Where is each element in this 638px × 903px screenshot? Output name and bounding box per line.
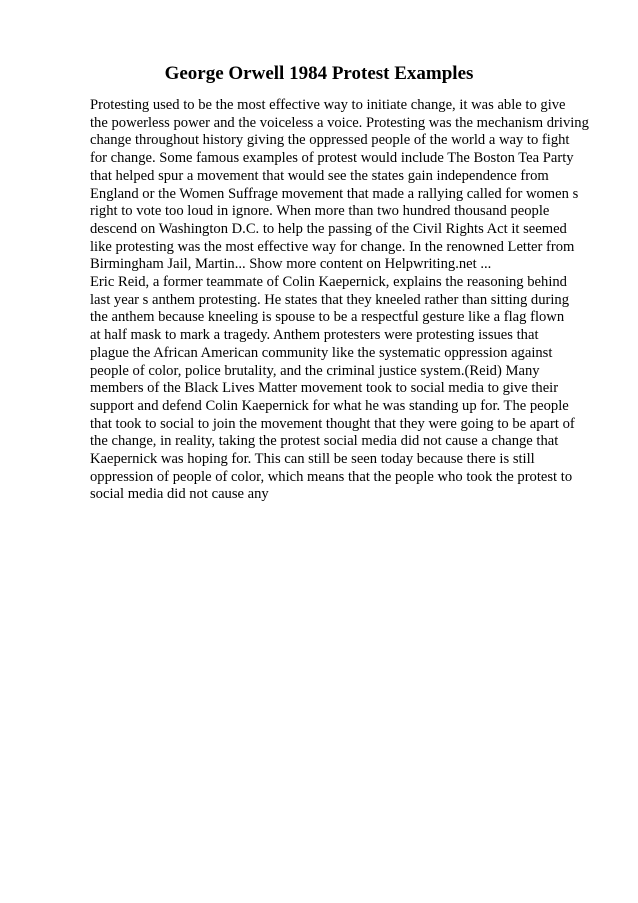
body-line: that helped spur a movement that would see the states gain independence from [90,167,549,184]
body-line: the powerless power and the voiceless a voice. Protesting was the mechanism driving [90,114,589,131]
body-line: right to vote too loud in ignore. When more than two hundred thousand people [90,203,550,220]
body-line: Birmingham Jail, Martin... Show more content on Helpwriting.net ... [90,256,492,273]
document-title: George Orwell 1984 Protest Examples [164,63,474,84]
body-line: that took to social to join the movement thought that they were going to be apart of [90,415,575,432]
body-line: for change. Some famous examples of protest would include The Boston Tea Party [90,150,574,167]
body-line: oppression of people of color, which means that the people who took the protest to [90,468,573,485]
body-line: last year s anthem protesting. He states that they kneeled rather than sitting during [90,291,570,308]
body-line: the change, in reality, taking the protest social media did not cause a change that [90,433,559,450]
body-line: social media did not cause any [90,486,269,503]
body-line: the anthem because kneeling is spouse to be a respectful gesture like a flag flown [90,309,565,326]
body-line: people of color, police brutality, and the criminal justice system.(Reid) Many [90,362,540,379]
body-line: Protesting used to be the most effective way to initiate change, it was able to give [90,97,566,113]
body-line: England or the Women Suffrage movement that made a rallying called for women s [90,185,579,202]
document-body [90,97,610,504]
body-line: descend on Washington D.C. to help the passing of the Civil Rights Act it seemed [90,220,567,237]
body-line: Eric Reid, a former teammate of Colin Kaepernick, explains the reasoning behind [90,274,567,291]
body-line: plague the African American community like the systematic oppression against [90,344,553,361]
body-line: like protesting was the most effective way for change. In the renowned Letter from [90,238,575,255]
body-line: Kaepernick was hoping for. This can still be seen today because there is still [90,451,535,468]
body-line: members of the Black Lives Matter movement took to social media to give their [90,380,559,397]
body-line: change throughout history giving the oppressed people of the world a way to fight [90,132,570,149]
body-line: support and defend Colin Kaepernick for what he was standing up for. The people [90,397,569,414]
body-line: at half mask to mark a tragedy. Anthem protesters were protesting issues that [90,327,539,344]
